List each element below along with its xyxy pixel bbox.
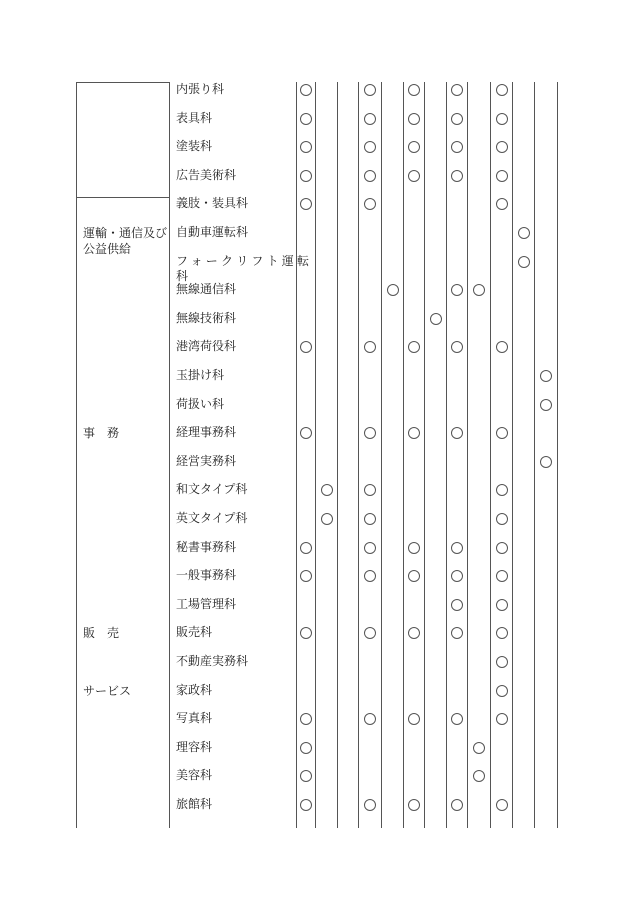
circle-mark-icon bbox=[364, 627, 376, 639]
table-row bbox=[0, 82, 630, 110]
circle-mark-icon bbox=[473, 284, 485, 296]
circle-mark-icon bbox=[300, 341, 312, 353]
circle-mark-icon bbox=[300, 427, 312, 439]
circle-mark-icon bbox=[364, 427, 376, 439]
circle-mark-icon bbox=[496, 170, 508, 182]
circle-mark-icon bbox=[300, 542, 312, 554]
circle-mark-icon bbox=[364, 198, 376, 210]
table-row bbox=[0, 568, 630, 596]
category-divider bbox=[76, 197, 170, 198]
circle-mark-icon bbox=[451, 113, 463, 125]
circle-mark-icon bbox=[496, 513, 508, 525]
circle-mark-icon bbox=[364, 484, 376, 496]
course-name: 工場管理科 bbox=[176, 596, 237, 611]
circle-mark-icon bbox=[364, 141, 376, 153]
circle-mark-icon bbox=[496, 141, 508, 153]
table-row bbox=[0, 739, 630, 768]
course-name: 理容科 bbox=[176, 739, 213, 754]
category-label: サービス bbox=[83, 683, 132, 698]
course-name: 英文タイプ科 bbox=[176, 511, 248, 525]
table-row bbox=[0, 310, 630, 339]
circle-mark-icon bbox=[408, 542, 420, 554]
circle-mark-icon bbox=[408, 341, 420, 353]
circle-mark-icon bbox=[300, 84, 312, 96]
table-row bbox=[0, 225, 630, 253]
table-row bbox=[0, 625, 630, 653]
circle-mark-icon bbox=[451, 170, 463, 182]
circle-mark-icon bbox=[364, 542, 376, 554]
course-name: 不動産実務科 bbox=[176, 654, 249, 668]
table-row bbox=[0, 797, 630, 825]
circle-mark-icon bbox=[540, 370, 552, 382]
circle-mark-icon bbox=[300, 742, 312, 754]
circle-mark-icon bbox=[496, 542, 508, 554]
circle-mark-icon bbox=[387, 284, 399, 296]
circle-mark-icon bbox=[451, 284, 463, 296]
category-label: 事 務 bbox=[83, 426, 120, 441]
circle-mark-icon bbox=[430, 313, 442, 325]
course-name: 自動車運転科 bbox=[176, 225, 249, 239]
table-row bbox=[0, 654, 630, 682]
circle-mark-icon bbox=[300, 713, 312, 725]
circle-mark-icon bbox=[300, 141, 312, 153]
table-row bbox=[0, 139, 630, 167]
circle-mark-icon bbox=[451, 341, 463, 353]
circle-mark-icon bbox=[496, 198, 508, 210]
course-name: フォークリフト運転 科 bbox=[176, 253, 313, 283]
table-row bbox=[0, 768, 630, 796]
table-row bbox=[0, 196, 630, 224]
circle-mark-icon bbox=[364, 799, 376, 811]
circle-mark-icon bbox=[408, 84, 420, 96]
course-name: 内張り科 bbox=[176, 82, 225, 96]
course-name: 経理事務科 bbox=[176, 425, 237, 440]
circle-mark-icon bbox=[518, 256, 530, 268]
circle-mark-icon bbox=[408, 799, 420, 811]
circle-mark-icon bbox=[496, 685, 508, 697]
table-row bbox=[0, 425, 630, 453]
table-row bbox=[0, 453, 630, 482]
circle-mark-icon bbox=[408, 627, 420, 639]
table-row bbox=[0, 539, 630, 568]
table-row bbox=[0, 110, 630, 139]
circle-mark-icon bbox=[451, 141, 463, 153]
course-name: 和文タイプ科 bbox=[176, 482, 248, 497]
course-name: 荷扱い科 bbox=[176, 396, 225, 411]
course-name: 表具科 bbox=[176, 110, 213, 125]
course-name: 塗装科 bbox=[176, 139, 213, 154]
table-row bbox=[0, 282, 630, 310]
circle-mark-icon bbox=[451, 599, 463, 611]
course-name: 写真科 bbox=[176, 711, 213, 726]
course-name: 販売科 bbox=[176, 625, 213, 640]
circle-mark-icon bbox=[364, 513, 376, 525]
course-name: 秘書事務科 bbox=[176, 539, 237, 554]
circle-mark-icon bbox=[300, 770, 312, 782]
category-label: 販 売 bbox=[83, 626, 120, 641]
table-row bbox=[0, 167, 630, 196]
table-row bbox=[0, 368, 630, 396]
course-name: 港湾荷役科 bbox=[176, 339, 237, 354]
circle-mark-icon bbox=[496, 713, 508, 725]
table-row bbox=[0, 511, 630, 539]
course-name: 経営実務科 bbox=[176, 453, 237, 468]
course-name: 無線通信科 bbox=[176, 282, 237, 297]
table-row bbox=[0, 711, 630, 739]
course-name: 広告美術科 bbox=[176, 167, 237, 182]
circle-mark-icon bbox=[408, 113, 420, 125]
circle-mark-icon bbox=[451, 542, 463, 554]
circle-mark-icon bbox=[300, 799, 312, 811]
circle-mark-icon bbox=[496, 84, 508, 96]
circle-mark-icon bbox=[364, 341, 376, 353]
circle-mark-icon bbox=[496, 341, 508, 353]
circle-mark-icon bbox=[300, 113, 312, 125]
circle-mark-icon bbox=[473, 770, 485, 782]
circle-mark-icon bbox=[408, 713, 420, 725]
circle-mark-icon bbox=[408, 170, 420, 182]
circle-mark-icon bbox=[496, 427, 508, 439]
circle-mark-icon bbox=[496, 599, 508, 611]
circle-mark-icon bbox=[473, 742, 485, 754]
course-name: 旅館科 bbox=[176, 797, 213, 811]
circle-mark-icon bbox=[496, 627, 508, 639]
course-name: 家政科 bbox=[176, 682, 213, 697]
circle-mark-icon bbox=[540, 399, 552, 411]
circle-mark-icon bbox=[408, 570, 420, 582]
course-name: 無線技術科 bbox=[176, 310, 237, 325]
circle-mark-icon bbox=[540, 456, 552, 468]
circle-mark-icon bbox=[364, 170, 376, 182]
course-name: 玉掛け科 bbox=[176, 368, 225, 382]
category-label: 運輸・通信及び 公益供給 bbox=[83, 226, 168, 256]
table-row bbox=[0, 339, 630, 367]
circle-mark-icon bbox=[496, 113, 508, 125]
circle-mark-icon bbox=[451, 627, 463, 639]
circle-mark-icon bbox=[300, 170, 312, 182]
circle-mark-icon bbox=[364, 113, 376, 125]
circle-mark-icon bbox=[364, 570, 376, 582]
circle-mark-icon bbox=[300, 627, 312, 639]
circle-mark-icon bbox=[408, 141, 420, 153]
circle-mark-icon bbox=[300, 198, 312, 210]
circle-mark-icon bbox=[364, 713, 376, 725]
circle-mark-icon bbox=[300, 570, 312, 582]
table-row bbox=[0, 482, 630, 510]
course-name: 義肢・装具科 bbox=[176, 196, 249, 211]
circle-mark-icon bbox=[496, 570, 508, 582]
course-name: 一般事務科 bbox=[176, 568, 237, 583]
circle-mark-icon bbox=[451, 84, 463, 96]
circle-mark-icon bbox=[321, 513, 333, 525]
table-row bbox=[0, 253, 630, 283]
circle-mark-icon bbox=[321, 484, 333, 496]
circle-mark-icon bbox=[451, 427, 463, 439]
circle-mark-icon bbox=[518, 227, 530, 239]
circle-mark-icon bbox=[408, 427, 420, 439]
circle-mark-icon bbox=[496, 484, 508, 496]
table-top-border bbox=[76, 82, 170, 83]
circle-mark-icon bbox=[451, 713, 463, 725]
course-name: 美容科 bbox=[176, 768, 213, 783]
circle-mark-icon bbox=[496, 799, 508, 811]
circle-mark-icon bbox=[496, 656, 508, 668]
circle-mark-icon bbox=[364, 84, 376, 96]
table-row bbox=[0, 396, 630, 425]
circle-mark-icon bbox=[451, 799, 463, 811]
circle-mark-icon bbox=[451, 570, 463, 582]
table-row bbox=[0, 596, 630, 625]
